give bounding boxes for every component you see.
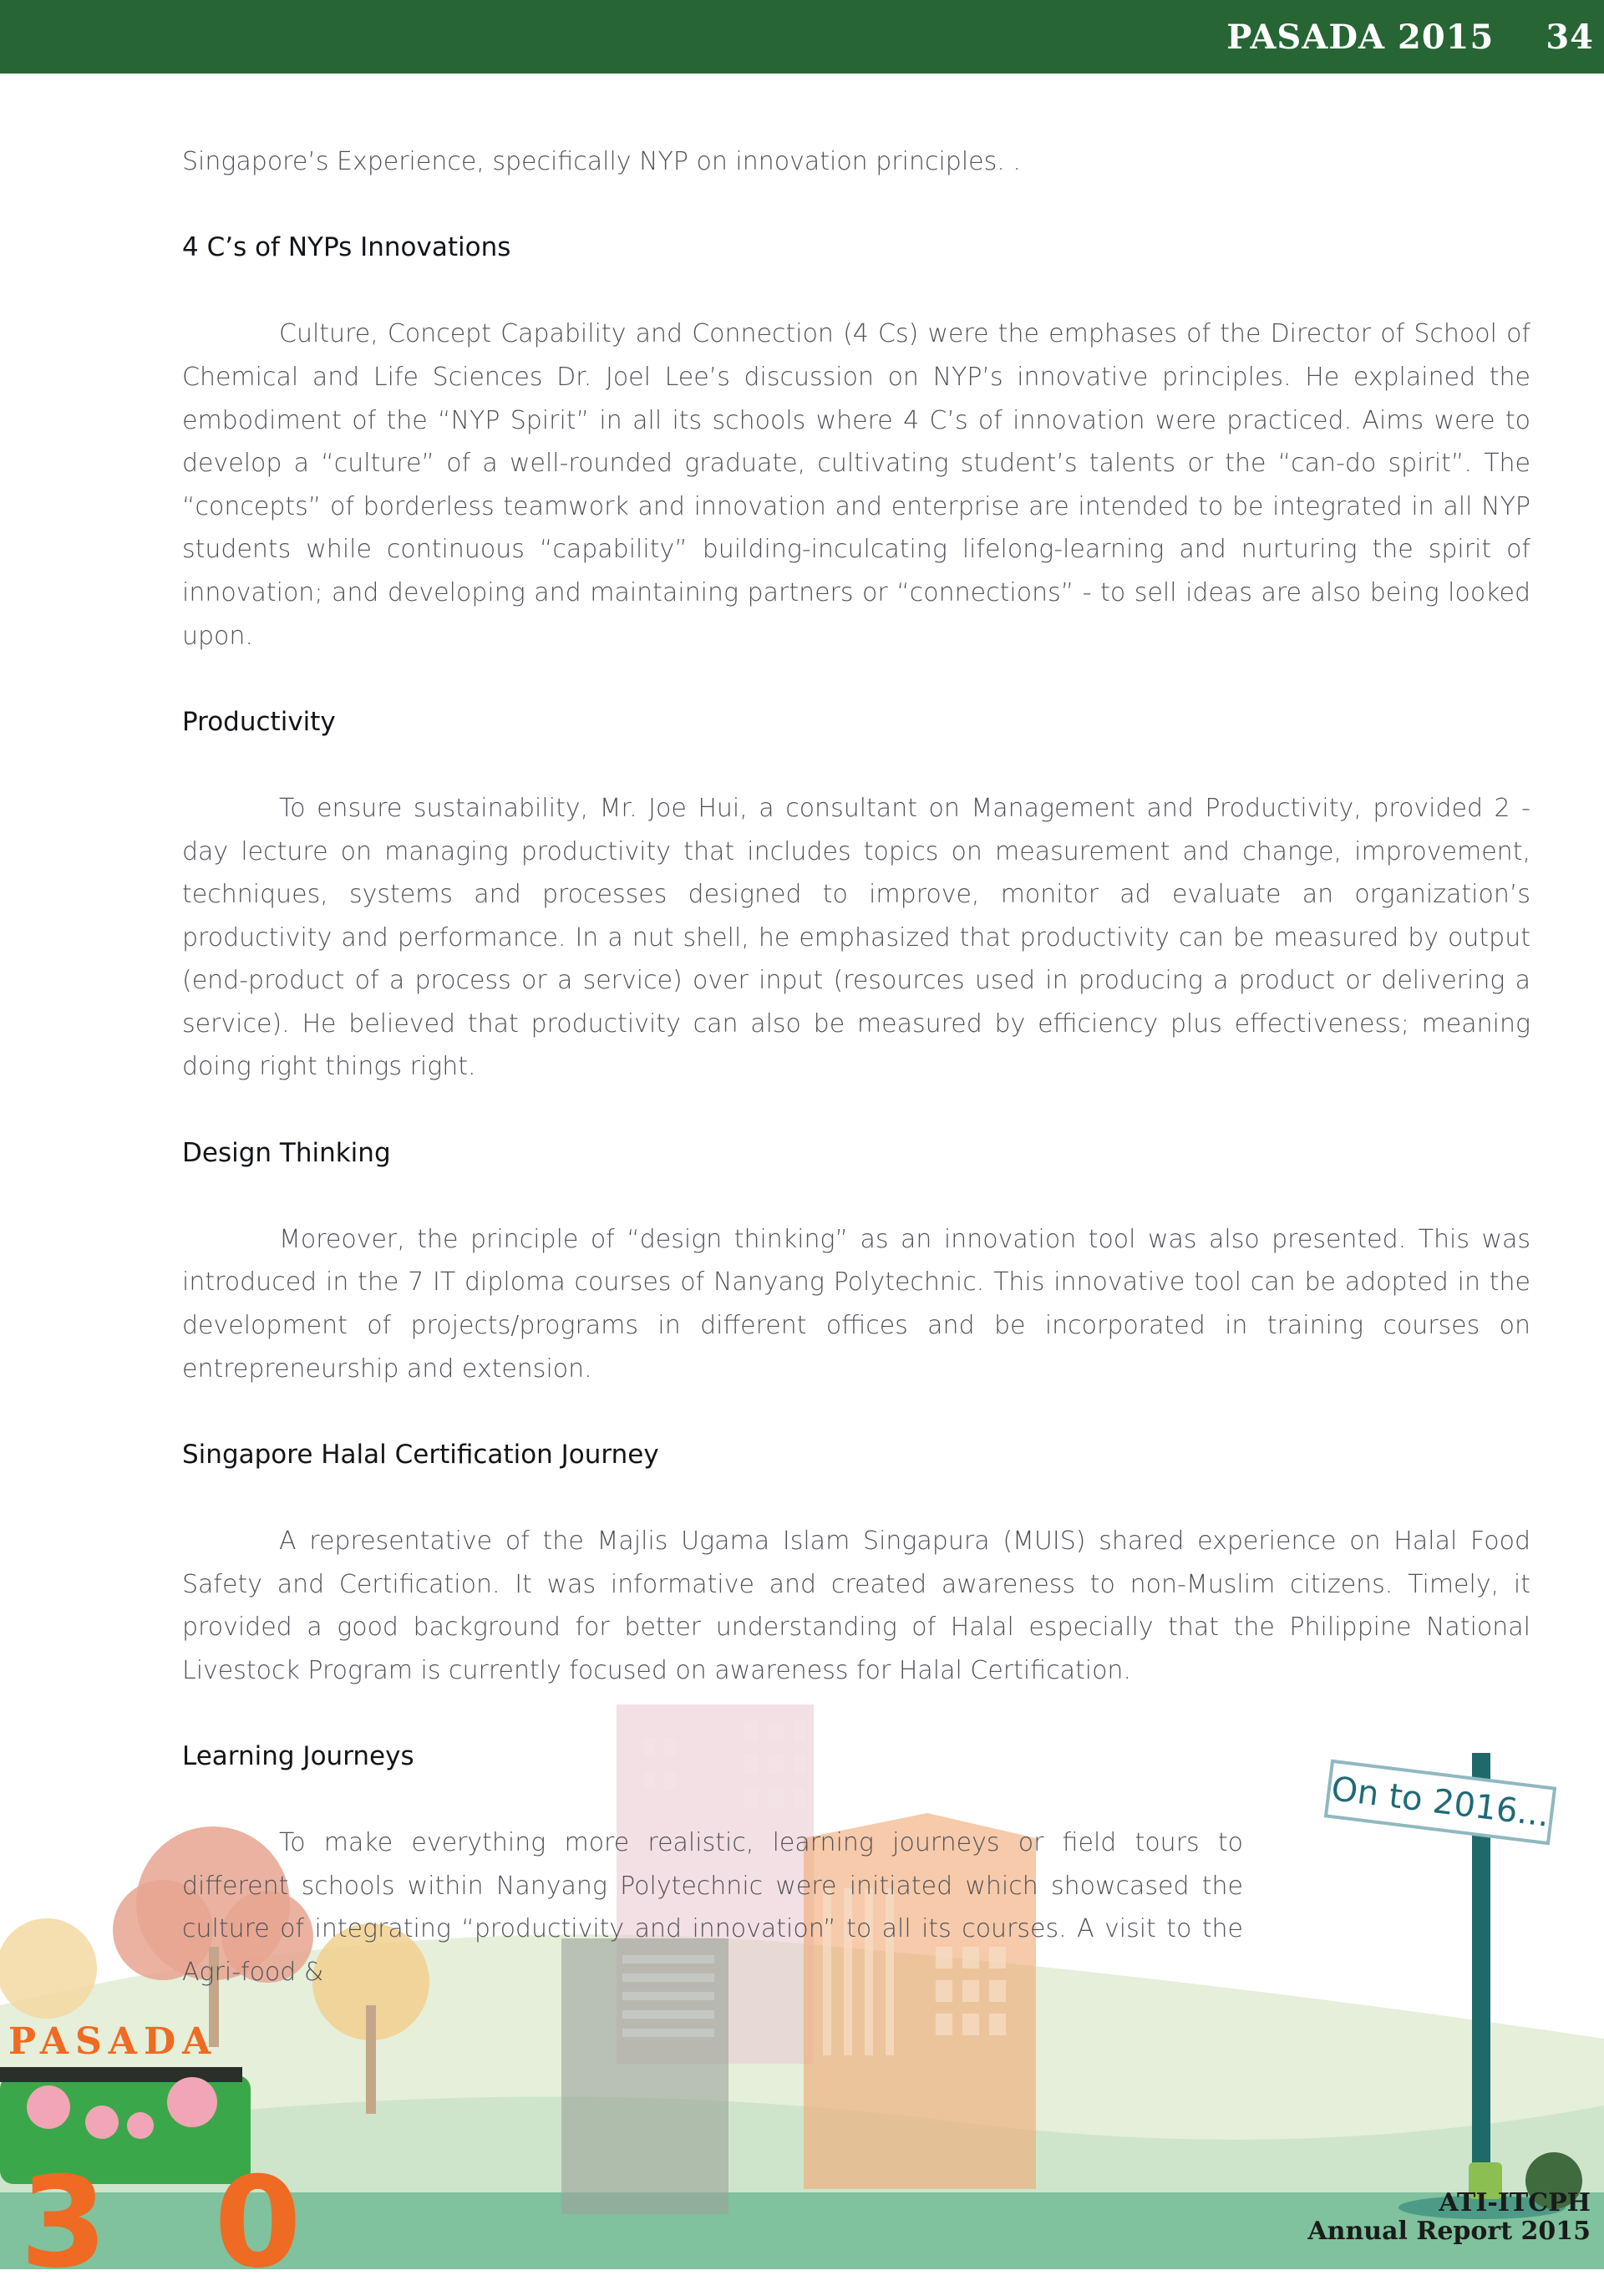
page-number: 34 — [1546, 17, 1594, 57]
section-text-learning-journeys: To make everything more realistic, learning journeys or field tours to different schools within Nanyang Polytechnic were initiated which showcased the culture of integrating “productivity and innovation” to all its courses. A visit to the Agri-food & — [182, 1828, 1243, 1987]
section-text-productivity: To ensure sustainability, Mr. Joe Hui, a consultant on Management and Productivity, provided 2 - day lecture on managing productivity that includes topics on measurement and change, improvement, techniques, systems and processes designed to improve, monitor ad evaluate an organization’s productivity and performance. In a nut shell, he emphasized that productivity can be measured by output (end-product of a process or a service) over input (resources used in producing a product or delivering a service). He believed that productivity can also be measured by efficiency plus effectiveness; meaning doing right things right. — [182, 793, 1530, 1082]
section-text-4cs: Culture, Concept Capability and Connection (4 Cs) were the emphases of the Director of School of Chemical and Life Sciences Dr. Joel Lee’s discussion on NYP’s innovative principles. He explained the embodiment of the “NYP Spirit” in all its schools where 4 C’s of innovation were practiced. Aims were to develop a “culture” of a well-rounded graduate, cultivating student’s talents or the “can-do spirit”. The “concepts” of borderless teamwork and innovation and enterprise are intended to be integrated in all NYP students while continuous “capability” building-inculcating lifelong-learning and nurturing the spirit of innovation; and developing and maintaining partners or “connections” - to sell ideas are also being looked upon. — [182, 319, 1530, 651]
footer-report-title: Annual Report 2015 — [1307, 2217, 1591, 2246]
signpost-label: On to 2016... — [1328, 1770, 1552, 1835]
section-heading-halal: Singapore Halal Certification Journey — [182, 1439, 659, 1470]
section-heading-learning-journeys: Learning Journeys — [182, 1740, 414, 1771]
section-heading-4cs: 4 C’s of NYPs Innovations — [182, 232, 511, 263]
section-text-design-thinking: Moreover, the principle of “design thinking” as an innovation tool was also presented. This was introduced in the 7 IT diploma courses of Nanyang Polytechnic. This innovative tool can be adopted in the development of projects/programs in different offices and be incorporated in training courses on entrepreneurship and extension. — [182, 1224, 1530, 1384]
anniversary-number: 30 — [20, 2151, 409, 2296]
section-heading-design-thinking: Design Thinking — [182, 1137, 391, 1168]
section-text-halal: A representative of the Majlis Ugama Islam Singapura (MUIS) shared experience on Halal Food Safety and Certification. It was informative and created awareness to non-Muslim citizens. Timely, it provided a good background for better understanding of Halal especially that the Philippine National Livestock Program is currently focused on awareness for Halal Certification. — [182, 1526, 1530, 1685]
intro-paragraph: Singapore’s Experience, specifically NYP on innovation principles. . — [182, 147, 1021, 176]
footer-org-name: ATI-ITCPH — [1439, 2188, 1591, 2217]
header-title — [852, 0, 1604, 74]
pasada-logo-text: PASADA — [8, 2020, 218, 2063]
document-body — [182, 140, 1530, 1994]
publication-title: PASADA 2015 — [1226, 17, 1495, 57]
footer-org — [1307, 2189, 1591, 2246]
section-heading-productivity: Productivity — [182, 706, 336, 737]
